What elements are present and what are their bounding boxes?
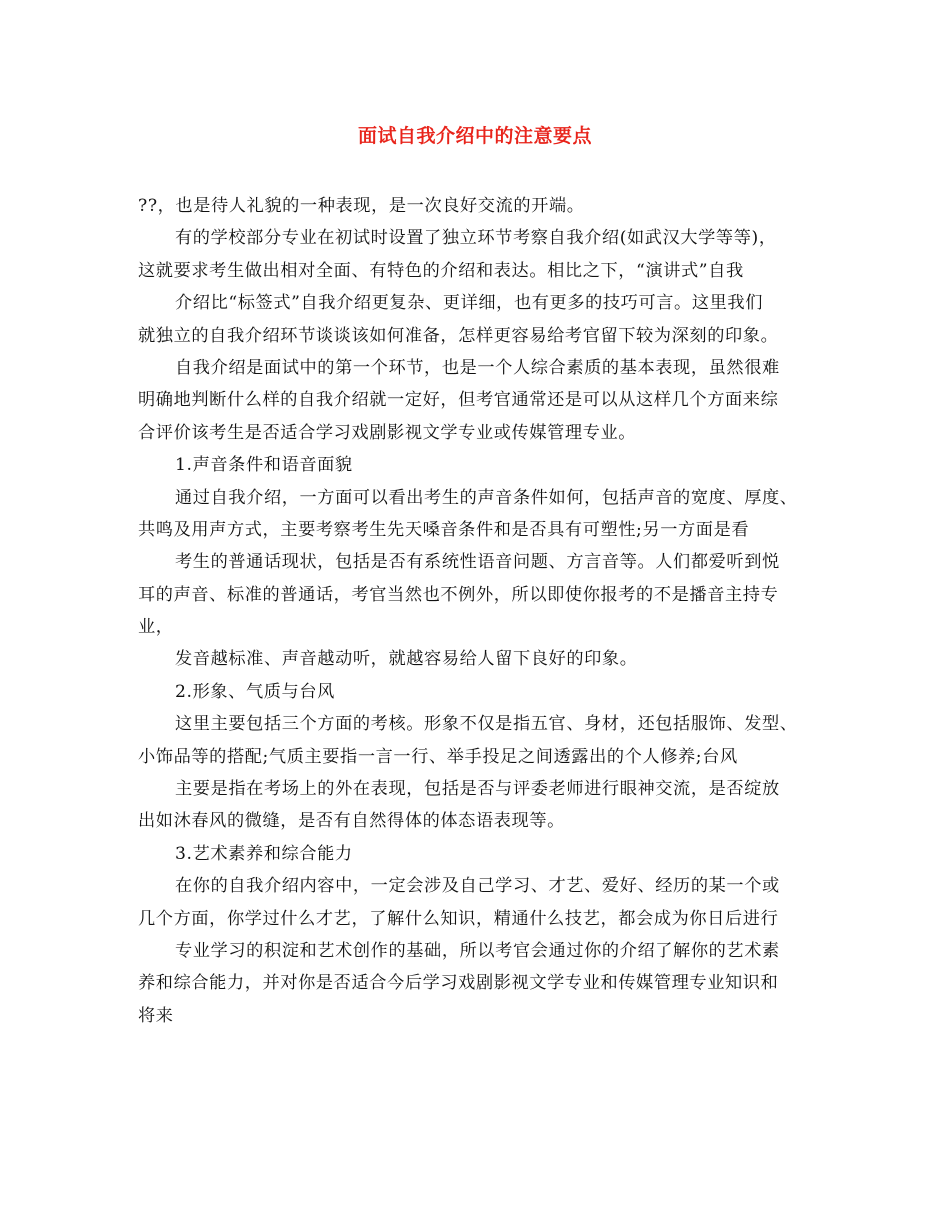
text-line: 耳的声音、标准的普通话，考官当然也不例外，所以即使你报考的不是播音主持专 [138,584,779,605]
text-line: 合评价该考生是否适合学习戏剧影视文学专业或传媒管理专业。 [138,422,637,443]
text-line: 有的学校部分专业在初试时设置了独立环节考察自我介绍(如武汉大学等等)， [175,228,777,249]
text-line: 这里主要包括三个方面的考核。形象不仅是指五官、身材，还包括服饰、发型、 [175,714,798,735]
text-line: 共鸣及用声方式，主要考察考生先天嗓音条件和是否具有可塑性;另一方面是看 [138,519,750,540]
text-line: 这就要求考生做出相对全面、有特色的介绍和表达。相比之下，“演讲式”自我 [138,260,744,281]
text-line: 就独立的自我介绍环节谈谈该如何准备，怎样更容易给考官留下较为深刻的印象。 [138,325,779,346]
text-line: 1.声音条件和语音面貌 [175,455,353,476]
text-line: 2.形象、气质与台风 [175,681,335,702]
text-line: 业， [138,617,174,638]
text-line: 主要是指在考场上的外在表现，包括是否与评委老师进行眼神交流，是否绽放 [175,779,780,800]
text-line: 介绍比“标签式”自我介绍更复杂、更详细，也有更多的技巧可言。这里我们 [175,293,763,314]
text-line: 发音越标准、声音越动听，就越容易给人留下良好的印象。 [175,649,638,670]
text-line: 自我介绍是面试中的第一个环节，也是一个人综合素质的基本表现，虽然很难 [175,357,780,378]
text-line: 3.艺术素养和综合能力 [175,843,353,864]
text-line: 通过自我介绍，一方面可以看出考生的声音条件如何，包括声音的宽度、厚度、 [175,487,798,508]
text-line: ??，也是待人礼貌的一种表现，是一次良好交流的开端。 [138,196,585,216]
page-title: 面试自我介绍中的注意要点 [357,125,592,147]
text-line: 专业学习的积淀和艺术创作的基础，所以考官会通过你的介绍了解你的艺术素 [175,940,780,961]
text-line: 小饰品等的搭配;气质主要指一言一行、举手投足之间透露出的个人修养;台风 [138,746,738,767]
document-body [138,190,828,1032]
text-line: 在你的自我介绍内容中，一定会涉及自己学习、才艺、爱好、经历的某一个或 [175,876,780,897]
text-line: 将来 [138,1005,174,1026]
text-line: 出如沐春风的微缝，是否有自然得体的体态语表现等。 [138,811,565,832]
text-line: 养和综合能力，并对你是否适合今后学习戏剧影视文学专业和传媒管理专业知识和 [138,973,779,994]
text-line: 明确地判断什么样的自我介绍就一定好，但考官通常还是可以从这样几个方面来综 [138,390,779,411]
text-line: 几个方面，你学过什么才艺，了解什么知识，精通什么技艺，都会成为你日后进行 [138,908,779,929]
text-line: 考生的普通话现状，包括是否有系统性语音问题、方言音等。人们都爱听到悦 [175,552,780,573]
